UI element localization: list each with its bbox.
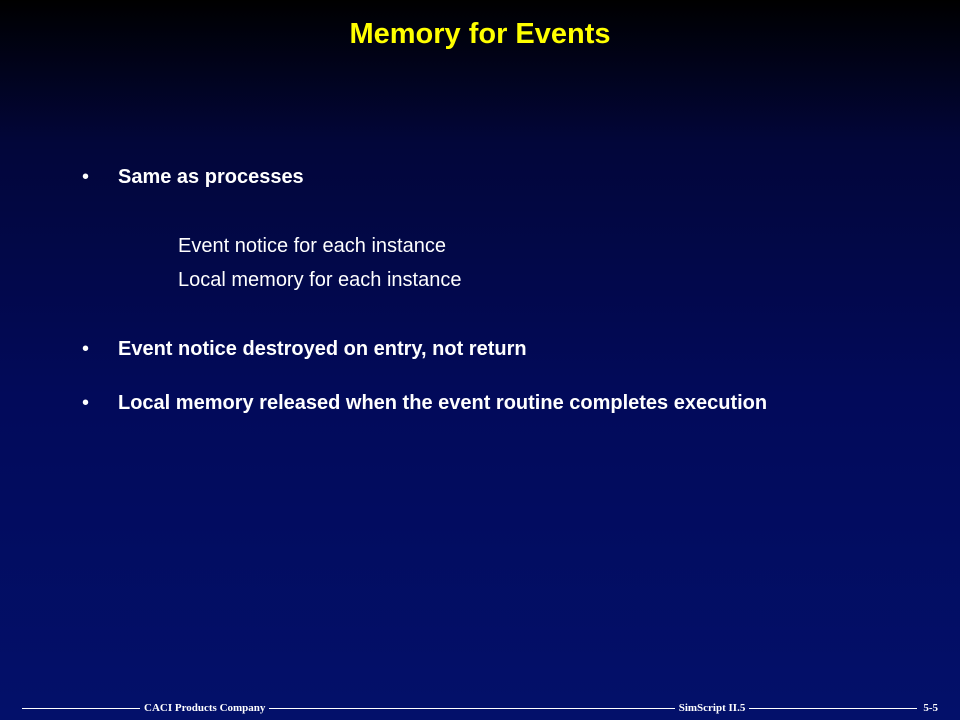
slide-content (82, 163, 862, 417)
slide-footer (22, 700, 938, 716)
bullet-text: Event notice destroyed on entry, not return (118, 338, 527, 360)
bullet-item (82, 163, 862, 191)
sub-item: Local memory for each instance (178, 269, 462, 291)
footer-company: CACI Products Company (144, 702, 266, 714)
footer-divider (749, 708, 917, 709)
footer-divider (269, 708, 674, 709)
bullet-text: Local memory released when the event routine completes execution (118, 392, 768, 414)
bullet-item (82, 389, 862, 417)
sub-item: Event notice for each instance (178, 235, 446, 257)
bullet-item (82, 335, 862, 363)
bullet-icon: • (82, 338, 90, 360)
bullet-text: Same as processes (118, 166, 304, 188)
bullet-icon: • (82, 166, 90, 188)
footer-divider (22, 708, 140, 709)
slide-title: Memory for Events (349, 18, 611, 50)
footer-page-number: 5-5 (923, 702, 938, 714)
footer-product: SimScript II.5 (678, 702, 746, 714)
bullet-icon: • (82, 392, 90, 414)
sub-list (82, 229, 862, 297)
